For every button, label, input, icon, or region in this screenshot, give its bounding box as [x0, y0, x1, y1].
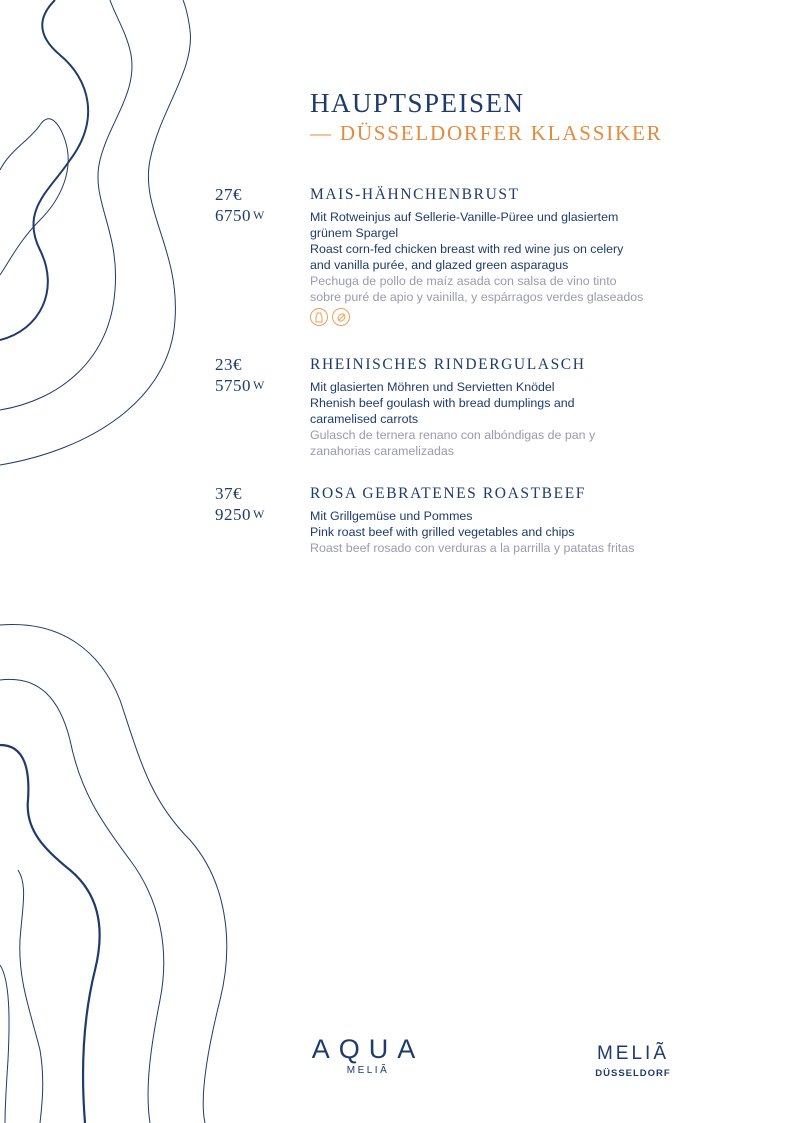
dish-name: RHEINISCHES RINDERGULASCH	[310, 356, 586, 373]
description-english: Pink roast beef with grilled vegetables and chips	[310, 525, 575, 539]
description-german: Mit glasierten Möhren und Servietten Knödel	[310, 380, 555, 394]
dairy-icon	[310, 308, 328, 326]
aqua-logo-text: AQUA	[311, 1034, 425, 1064]
allergen-icons	[310, 308, 680, 326]
price-euro: 27€	[215, 185, 242, 204]
dish-description	[310, 209, 680, 326]
description-english: and vanilla purée, and glazed green asparagus	[310, 258, 569, 272]
melia-dusseldorf-logo	[578, 1043, 688, 1079]
nuts-icon	[332, 308, 350, 326]
description-spanish: Pechuga de pollo de maíz asada con salsa de vino tinto	[310, 274, 617, 288]
description-english: Roast corn-fed chicken breast with red wine jus on celery	[310, 242, 624, 256]
dish-name: MAIS-HÄHNCHENBRUST	[310, 186, 520, 203]
dish-description	[310, 379, 680, 459]
price-alt-currency: 9250 W	[215, 505, 265, 524]
description-spanish: Gulasch de ternera renano con albóndigas de pan y	[310, 428, 596, 442]
price-alt-currency: 6750 W	[215, 206, 265, 225]
description-german: Mit Rotweinjus auf Sellerie-Vanille-Püree und glasiertem	[310, 210, 619, 224]
price-euro: 37€	[215, 484, 242, 503]
melia-logo-text: MELIÃ	[596, 1043, 670, 1064]
description-english: caramelised carrots	[310, 412, 419, 426]
description-spanish: Roast beef rosado con verduras a la parrilla y patatas fritas	[310, 541, 635, 555]
aqua-logo-subtext: MELIÃ	[346, 1065, 390, 1076]
description-german: Mit Grillgemüse und Pommes	[310, 509, 473, 523]
currency-w-icon: W	[253, 378, 265, 392]
currency-w-icon: W	[253, 507, 265, 521]
dish-description	[310, 508, 680, 556]
description-spanish: zanahorias caramelizadas	[310, 444, 454, 458]
melia-logo-subtext: DÜSSELDORF	[595, 1068, 671, 1079]
currency-w-icon: W	[253, 208, 265, 222]
aqua-melia-logo	[308, 1034, 428, 1076]
price-alt-currency: 5750 W	[215, 376, 265, 395]
description-german: grünem Spargel	[310, 226, 399, 240]
page-title: HAUPTSPEISEN	[310, 88, 525, 118]
description-spanish: sobre puré de apio y vainilla, y espárragos verdes glaseados	[310, 290, 644, 304]
dish-name: ROSA GEBRATENES ROASTBEEF	[310, 485, 586, 502]
page-subtitle: — DÜSSELDORFER KLASSIKER	[310, 121, 663, 145]
description-english: Rhenish beef goulash with bread dumplings and	[310, 396, 575, 410]
price-euro: 23€	[215, 355, 242, 374]
